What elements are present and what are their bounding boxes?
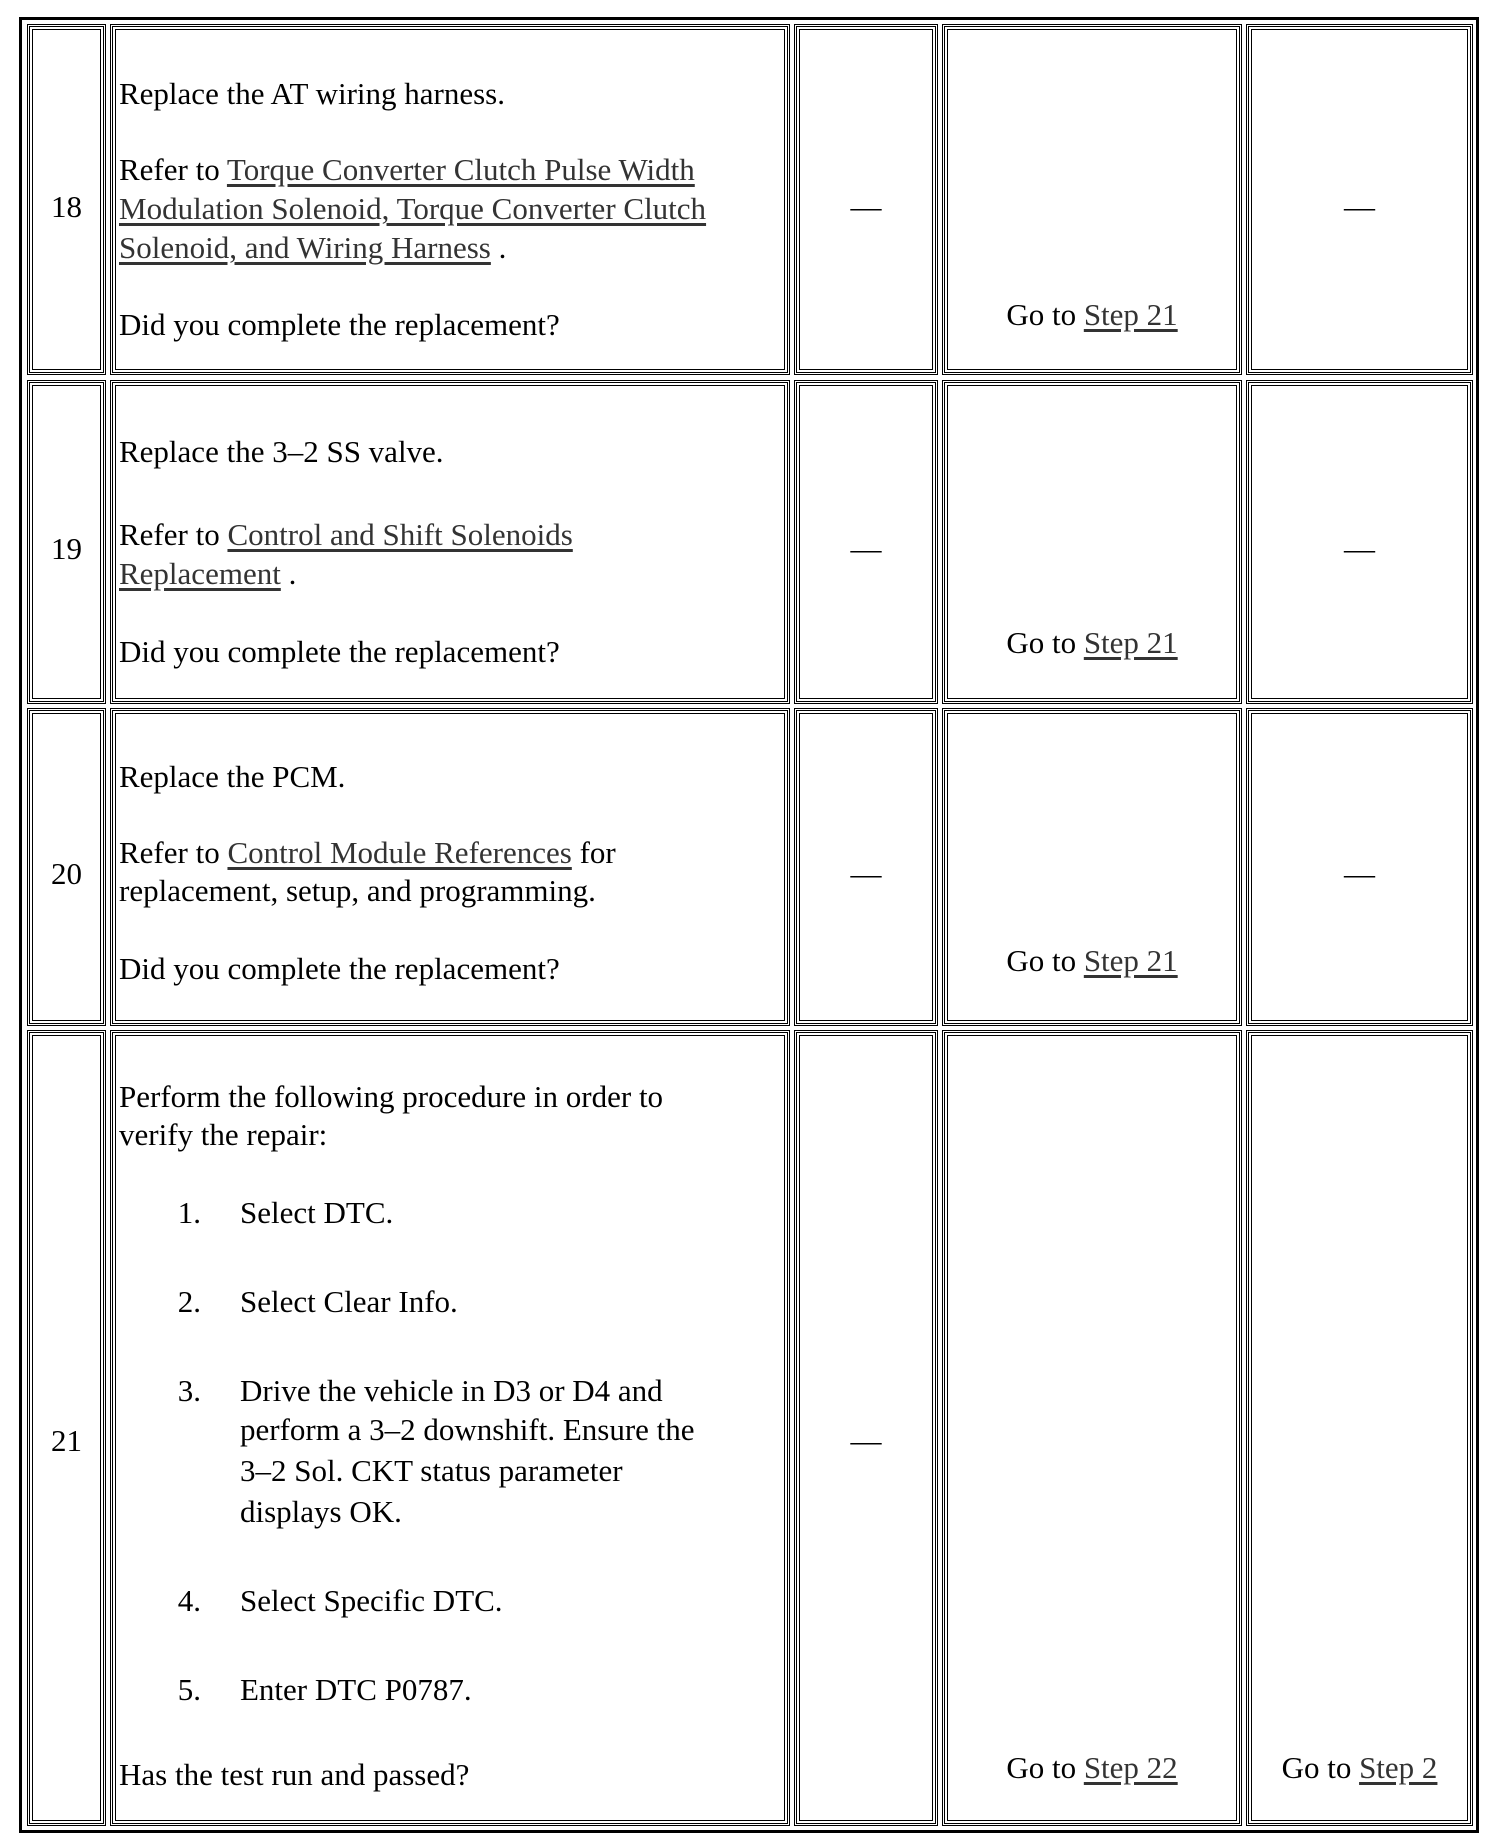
step-number: 19	[51, 531, 82, 566]
procedure-item-line2: perform a 3–2 downshift. Ensure the	[240, 1412, 695, 1447]
row-19-action-cell	[110, 380, 790, 704]
row-19-no-cell	[1246, 380, 1473, 704]
row-18-value-cell	[794, 24, 938, 375]
row-19-yes-cell	[942, 380, 1242, 704]
row-18-step-cell	[27, 24, 106, 375]
refer-prefix: Refer to	[119, 517, 220, 552]
no-dash: —	[1344, 531, 1375, 566]
value-dash: —	[850, 531, 882, 566]
procedure-item: Select DTC.	[240, 1195, 394, 1230]
action-text: Replace the 3–2 SS valve.	[119, 434, 444, 469]
yes-prefix: Go to	[1006, 1750, 1077, 1785]
action-text: Replace the AT wiring harness.	[119, 76, 505, 111]
step-number: 20	[51, 856, 82, 891]
procedure-item-line3: 3–2 Sol. CKT status parameter	[240, 1453, 623, 1488]
torque-converter-link[interactable]: Torque Converter Clutch Pulse Width	[226, 152, 695, 187]
refer-continuation: replacement, setup, and programming.	[119, 873, 596, 908]
yes-prefix: Go to	[1006, 625, 1077, 660]
row-21-value-cell	[794, 1030, 938, 1826]
procedure-item: Select Specific DTC.	[240, 1583, 503, 1618]
value-dash: —	[850, 1423, 882, 1458]
refer-suffix: for	[579, 835, 616, 870]
procedure-number: 1.	[177, 1195, 201, 1230]
question-text: Has the test run and passed?	[119, 1757, 470, 1792]
goto-step-21-link[interactable]: Step 21	[1083, 943, 1178, 978]
procedure-item: Drive the vehicle in D3 or D4 and	[240, 1373, 663, 1408]
row-18-no-cell	[1246, 24, 1473, 375]
step-number: 18	[51, 189, 82, 224]
yes-action	[945, 941, 1239, 980]
question-text: Did you complete the replacement?	[119, 951, 560, 986]
refer-suffix: .	[288, 556, 297, 591]
control-shift-solenoids-link[interactable]: Control and Shift Solenoids	[227, 517, 573, 552]
row-21-no-cell	[1246, 1030, 1473, 1826]
torque-converter-link-line2[interactable]: Modulation Solenoid, Torque Converter Clutch	[119, 191, 707, 226]
row-18-action-cell	[110, 24, 790, 375]
row-19-step-cell	[27, 380, 106, 704]
procedure-item: Enter DTC P0787.	[240, 1672, 472, 1707]
procedure-item: Select Clear Info.	[240, 1284, 458, 1319]
value-dash: —	[850, 189, 882, 224]
row-20-value-cell	[794, 708, 938, 1026]
no-dash: —	[1344, 189, 1375, 224]
torque-converter-link-line3[interactable]: Solenoid, and Wiring Harness	[119, 230, 491, 265]
yes-action	[945, 1748, 1239, 1787]
refer-suffix: .	[498, 230, 507, 265]
question-text: Did you complete the replacement?	[119, 634, 560, 669]
step-number: 21	[51, 1423, 82, 1458]
value-dash: —	[850, 856, 882, 891]
goto-step-22-link[interactable]: Step 22	[1083, 1750, 1178, 1785]
row-21-step-cell	[27, 1030, 106, 1826]
yes-prefix: Go to	[1006, 297, 1077, 332]
row-20-yes-cell	[942, 708, 1242, 1026]
no-action	[1249, 1748, 1470, 1787]
row-19-value-cell	[794, 380, 938, 704]
row-18-yes-cell	[942, 24, 1242, 375]
refer-prefix: Refer to	[119, 152, 220, 187]
row-21-yes-cell	[942, 1030, 1242, 1826]
yes-action	[945, 623, 1239, 662]
row-20-action-cell	[110, 708, 790, 1026]
goto-step-2-link[interactable]: Step 2	[1359, 1750, 1438, 1785]
action-text: Replace the PCM.	[119, 759, 346, 794]
no-dash: —	[1344, 856, 1375, 891]
no-prefix: Go to	[1281, 1750, 1352, 1785]
procedure-number: 2.	[177, 1284, 201, 1319]
intro-text: Perform the following procedure in order to	[119, 1079, 664, 1114]
control-module-references-link[interactable]: Control Module References	[227, 835, 572, 870]
row-20-step-cell	[27, 708, 106, 1026]
row-21-action-cell	[110, 1030, 790, 1826]
intro-text-line2: verify the repair:	[119, 1117, 328, 1152]
procedure-item-line4: displays OK.	[240, 1494, 402, 1529]
refer-prefix: Refer to	[119, 835, 220, 870]
yes-prefix: Go to	[1006, 943, 1077, 978]
question-text: Did you complete the replacement?	[119, 307, 560, 342]
procedure-number: 3.	[177, 1373, 201, 1408]
yes-action	[945, 295, 1239, 334]
row-20-no-cell	[1246, 708, 1473, 1026]
goto-step-21-link[interactable]: Step 21	[1083, 297, 1178, 332]
procedure-number: 4.	[177, 1583, 201, 1618]
goto-step-21-link[interactable]: Step 21	[1083, 625, 1178, 660]
control-shift-solenoids-link-line2[interactable]: Replacement	[119, 556, 281, 591]
procedure-number: 5.	[177, 1672, 201, 1707]
